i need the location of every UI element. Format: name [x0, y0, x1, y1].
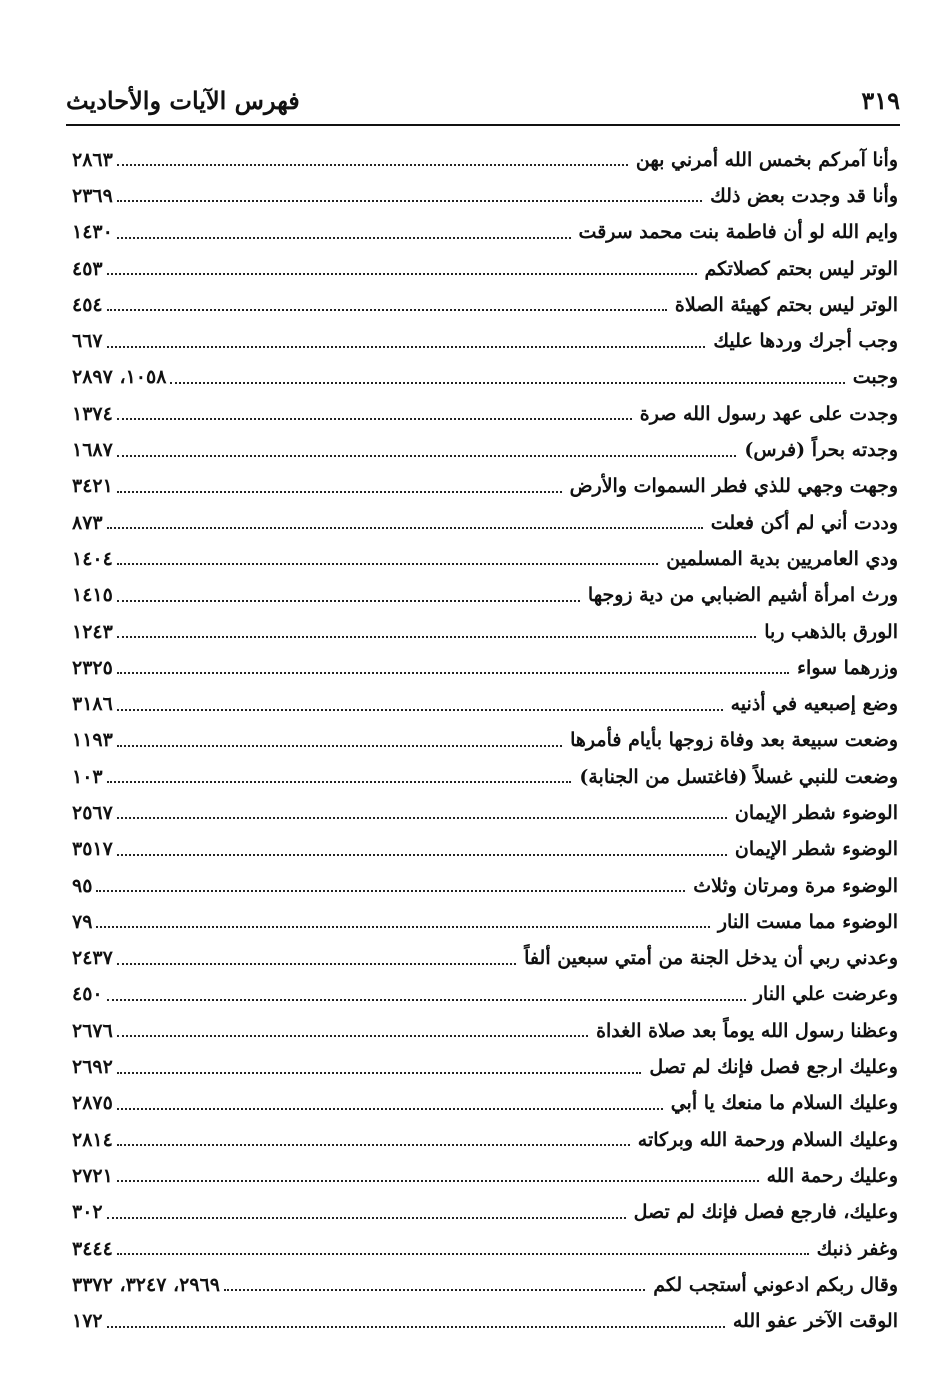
entry-reference: ٣٤٤٤: [72, 1237, 113, 1260]
index-entry: [72, 650, 898, 686]
dot-leader: [117, 418, 632, 420]
dot-leader: [117, 854, 727, 856]
index-entry: [72, 578, 898, 614]
entry-reference: ٤٥٣: [72, 257, 103, 280]
dot-leader: [117, 164, 628, 166]
entry-text: وجب أجرك وردها عليك: [713, 330, 898, 353]
dot-leader: [117, 600, 580, 602]
entry-reference: ٤٥٠: [72, 983, 103, 1006]
dot-leader: [107, 781, 572, 783]
index-entry: [72, 287, 898, 323]
entry-text: وقال ربكم ادعوني أستجب لكم: [653, 1273, 898, 1296]
entry-text: وأنا آمركم بخمس الله أمرني بهن: [635, 148, 898, 171]
index-entry: [72, 795, 898, 831]
dot-leader: [96, 926, 709, 928]
index-entry: [72, 614, 898, 650]
dot-leader: [117, 1035, 588, 1037]
index-entries: [72, 142, 898, 1340]
index-entry: [72, 469, 898, 505]
index-entry: [72, 541, 898, 577]
entry-text: وضعت سبيعة بعد وفاة زوجها بأيام فأمرها: [570, 729, 898, 752]
entry-text: ورث امرأة أشيم الضبابي من دية زوجها: [587, 584, 898, 607]
entry-text: وعليك ارجع فصل فإنك لم تصل: [649, 1056, 898, 1079]
dot-leader: [117, 237, 571, 239]
index-entry: [72, 1013, 898, 1049]
entry-reference: ٢٨١٤: [72, 1128, 113, 1151]
entry-text: الوتر ليس بحتم كهيئة الصلاة: [674, 293, 898, 316]
dot-leader: [117, 1180, 759, 1182]
entry-text: وعليك السلام ورحمة الله وبركاته: [637, 1128, 898, 1151]
dot-leader: [117, 1144, 630, 1146]
index-entry: [72, 1304, 898, 1340]
dot-leader: [117, 200, 702, 202]
dot-leader: [117, 1072, 642, 1074]
entry-text: وعليك رحمة الله: [766, 1164, 898, 1187]
entry-reference: ٧٩: [72, 910, 93, 933]
entry-reference: ١٦٨٧: [72, 439, 113, 462]
entry-reference: ٢٣٢٥: [72, 656, 113, 679]
entry-reference: ٩٥: [72, 874, 93, 897]
entry-reference: ١٣٧٤: [72, 402, 113, 425]
dot-leader: [107, 309, 667, 311]
index-entry: [72, 904, 898, 940]
index-entry: [72, 977, 898, 1013]
dot-leader: [224, 1289, 645, 1291]
index-entry: [72, 941, 898, 977]
entry-reference: ٦٦٧: [72, 330, 103, 353]
dot-leader: [117, 1108, 663, 1110]
entry-text: وعظنا رسول الله يوماً بعد صلاة الغداة: [596, 1019, 898, 1042]
dot-leader: [107, 346, 706, 348]
entry-text: وجدته بحراً (فرس): [744, 439, 898, 462]
page-header: [66, 80, 900, 120]
entry-text: وددت أني لم أكن فعلت: [710, 511, 898, 534]
dot-leader: [107, 1217, 626, 1219]
entry-text: وجهت وجهي للذي فطر السموات والأرض: [569, 475, 898, 498]
index-entry: [72, 1267, 898, 1303]
dot-leader: [117, 745, 562, 747]
entry-text: وعليك، فارجع فصل فإنك لم تصل: [633, 1201, 898, 1224]
dot-leader: [107, 273, 697, 275]
dot-leader: [117, 455, 737, 457]
index-entry: [72, 142, 898, 178]
index-entry: [72, 1122, 898, 1158]
index-entry: [72, 832, 898, 868]
entry-reference: ٣١٨٦: [72, 693, 113, 716]
entry-reference: ٣٠٢: [72, 1201, 103, 1224]
entry-reference: ٢٩٦٩، ٣٢٤٧، ٣٣٧٢: [72, 1273, 220, 1296]
entry-text: وعدني ربي أن يدخل الجنة من أمتي سبعين ألفاً: [524, 947, 898, 970]
index-entry: [72, 323, 898, 359]
entry-text: الوضوء مما مست النار: [717, 910, 898, 933]
entry-text: الوضوء شطر الإيمان: [734, 801, 898, 824]
entry-reference: ١٤٠٤: [72, 547, 113, 570]
index-entry: [72, 1231, 898, 1267]
entry-text: ودي العامريين بدية المسلمين: [666, 547, 898, 570]
entry-text: وأنا قد وجدت بعض ذلك: [710, 184, 898, 207]
page-number: ٣١٩: [861, 85, 900, 115]
index-entry: [72, 1195, 898, 1231]
entry-reference: ٢٤٣٧: [72, 947, 113, 970]
entry-reference: ١٤١٥: [72, 584, 113, 607]
entry-reference: ٤٥٤: [72, 293, 103, 316]
entry-reference: ١٤٣٠: [72, 221, 113, 244]
entry-reference: ٢٨٧٥: [72, 1092, 113, 1115]
entry-reference: ٢٨٦٣: [72, 148, 113, 171]
dot-leader: [107, 527, 703, 529]
index-entry: [72, 505, 898, 541]
entry-reference: ١٠٣: [72, 765, 103, 788]
dot-leader: [117, 1253, 809, 1255]
entry-text: الورق بالذهب ربا: [764, 620, 898, 643]
entry-text: وعرضت علي النار: [753, 983, 898, 1006]
dot-leader: [107, 999, 746, 1001]
entry-text: الوقت الآخر عفو الله: [732, 1310, 898, 1333]
entry-text: وجدت على عهد رسول الله صرة: [639, 402, 898, 425]
index-entry: [72, 215, 898, 251]
entry-reference: ١٧٢: [72, 1310, 103, 1333]
entry-text: وضع إصبعيه في أذنيه: [730, 693, 898, 716]
index-entry: [72, 723, 898, 759]
entry-text: وعليك السلام ما منعك يا أبي: [670, 1092, 898, 1115]
dot-leader: [117, 563, 658, 565]
entry-reference: ٢٧٢١: [72, 1164, 113, 1187]
entry-text: وغفر ذنبك: [816, 1237, 898, 1260]
index-entry: [72, 1086, 898, 1122]
page-title: فهرس الآيات والأحاديث: [66, 85, 300, 115]
entry-reference: ٢٦٩٢: [72, 1056, 113, 1079]
dot-leader: [117, 636, 756, 638]
dot-leader: [96, 890, 685, 892]
entry-reference: ١٠٥٨، ٢٨٩٧: [72, 366, 167, 389]
dot-leader: [170, 382, 844, 384]
dot-leader: [117, 672, 789, 674]
entry-reference: ١١٩٣: [72, 729, 113, 752]
index-entry: [72, 251, 898, 287]
index-entry: [72, 868, 898, 904]
index-entry: [72, 1049, 898, 1085]
entry-reference: ١٢٤٣: [72, 620, 113, 643]
entry-text: وجبت: [852, 366, 898, 389]
entry-text: وزرهما سواء: [797, 656, 898, 679]
index-entry: [72, 686, 898, 722]
entry-reference: ٢٥٦٧: [72, 801, 113, 824]
entry-reference: ٢٣٦٩: [72, 184, 113, 207]
dot-leader: [117, 709, 723, 711]
dot-leader: [107, 1326, 725, 1328]
entry-text: وضعت للنبي غسلاً (فاغتسل من الجنابة): [579, 765, 898, 788]
entry-text: الوضوء شطر الإيمان: [734, 838, 898, 861]
entry-reference: ٣٥١٧: [72, 838, 113, 861]
entry-reference: ٨٧٣: [72, 511, 103, 534]
entry-reference: ٢٦٧٦: [72, 1019, 113, 1042]
dot-leader: [117, 491, 562, 493]
index-entry: [72, 759, 898, 795]
index-entry: [72, 396, 898, 432]
entry-text: وايم الله لو أن فاطمة بنت محمد سرقت: [578, 221, 898, 244]
entry-reference: ٣٤٢١: [72, 475, 113, 498]
index-entry: [72, 360, 898, 396]
header-rule: [66, 124, 900, 126]
dot-leader: [117, 963, 516, 965]
index-entry: [72, 1158, 898, 1194]
entry-text: الوتر ليس بحتم كصلاتكم: [704, 257, 898, 280]
entry-text: الوضوء مرة ومرتان وثلاث: [693, 874, 898, 897]
index-entry: [72, 432, 898, 468]
dot-leader: [117, 817, 727, 819]
index-entry: [72, 178, 898, 214]
